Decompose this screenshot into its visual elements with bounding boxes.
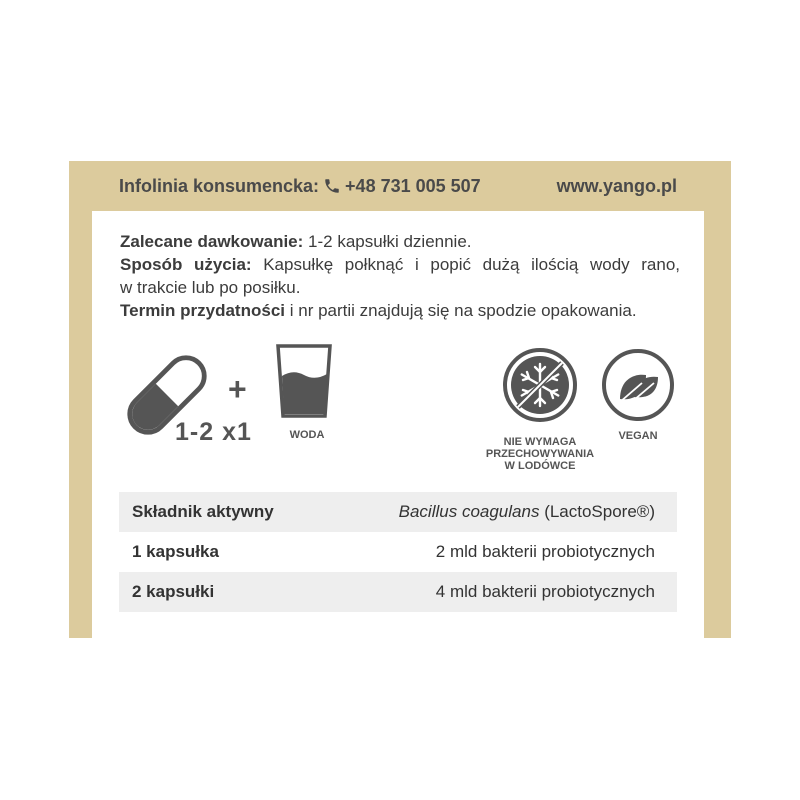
expiry-line [120,299,680,322]
table-header-row [119,492,677,532]
row-key: 1 kapsułka [132,542,219,561]
hotline-label: Infolinia konsumencka: [119,175,320,196]
usage-line-1: Sposób użycia: Kapsułkę połknąć i popić dużą ilością wody rano, [120,255,681,274]
dose-label: 1-2 x1 [175,418,252,446]
label-header [69,161,731,211]
usage-text [120,230,680,322]
row-value: 4 mld bakterii probiotycznych [435,582,655,601]
phone-icon [323,177,341,195]
icon-row [92,341,704,481]
active-ingredient-value: Bacillus coagulans (LactoSpore®) [398,502,655,521]
water-label: WODA [289,429,325,441]
usage-line-2: w trakcie lub po posiłku. [120,278,301,297]
product-label-card [69,161,731,638]
usage-label: Sposób użycia: [120,255,252,274]
composition-table [119,492,677,612]
vegan-label: VEGAN [618,430,658,442]
dosage-value: 1-2 kapsułki dziennie. [308,232,472,251]
website-link[interactable]: www.yango.pl [556,175,677,196]
vegan-leaf-icon [600,347,676,423]
hotline [119,176,481,197]
info-panel [92,211,704,638]
plus-sign: + [228,371,247,407]
dosage-label: Zalecane dawkowanie: [120,232,304,251]
row-value: 2 mld bakterii probiotycznych [435,542,655,561]
table-row [119,572,677,612]
row-key: 2 kapsułki [132,582,215,601]
water-glass-icon [276,344,332,418]
table-row [119,532,677,572]
expiry-value: i nr partii znajdują się na spodzie opakowania. [289,301,637,320]
active-ingredient-label: Składnik aktywny [132,502,274,521]
dosage-line [120,230,680,253]
phone-number: +48 731 005 507 [345,175,481,196]
no-fridge-label: NIE WYMAGA PRZECHOWYWANIA W LODÓWCE [485,436,595,472]
expiry-label: Termin przydatności [120,301,285,320]
no-fridge-icon [502,347,578,423]
